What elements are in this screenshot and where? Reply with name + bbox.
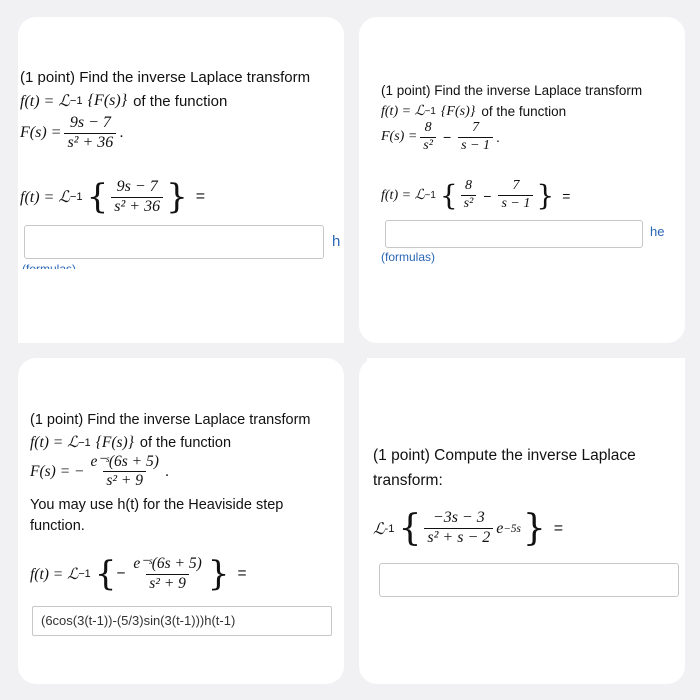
eq-fraction [424, 510, 493, 547]
formulas-link[interactable]: (formulas) [381, 250, 436, 264]
problem-intro: (1 point) Find the inverse Laplace transform [30, 412, 311, 428]
left-brace: { [398, 508, 422, 549]
eq-end: = [562, 187, 571, 204]
eq-fraction-2 [498, 179, 533, 211]
eq-end: = [195, 188, 206, 205]
left-brace: { [86, 177, 109, 217]
function-line [20, 115, 124, 152]
F-denominator: s² + 36 [64, 133, 116, 152]
problem-card-3 [18, 358, 344, 684]
problem-intro-1: (1 point) Compute the inverse Laplace [373, 447, 636, 464]
eq-numerator: 9s − 7 [116, 177, 158, 195]
F-lhs: F(s) = [20, 124, 62, 142]
eq-fraction [130, 556, 204, 592]
eq-lhs: f(t) = ℒ [20, 189, 70, 206]
right-brace: } [522, 508, 546, 549]
F-end: . [164, 462, 170, 480]
F-end: . [119, 124, 124, 142]
F-fraction-1 [420, 121, 436, 153]
eq-numerator-2: 7 [512, 178, 520, 194]
answer-input[interactable] [379, 563, 679, 597]
heaviside-note-2: function. [30, 518, 85, 534]
problem-card-1 [18, 17, 344, 343]
def-lhs: f(t) = ℒ [30, 434, 79, 451]
F-lhs: F(s) = − [30, 462, 85, 480]
eq-denominator: s² + 36 [111, 197, 163, 216]
def-tail: of the function [133, 92, 228, 110]
def-tail: of the function [481, 104, 567, 119]
F-numerator: 9s − 7 [69, 114, 111, 131]
answer-input[interactable]: (6cos(3(t-1))-(5/3)sin(3(t-1)))h(t-1) [32, 606, 332, 636]
eq-numerator: e⁻ˢ(6s + 5) [133, 555, 202, 573]
function-line [30, 454, 169, 490]
def-arg: {F(s)} [87, 92, 128, 109]
eq-fraction-1 [461, 179, 477, 211]
F-fraction [64, 115, 116, 152]
def-tail: of the function [139, 434, 232, 451]
equation-line: f(t) = ℒ −1 { $\frac{9s - 7}{\text{s² + 36}}$ } = [20, 177, 206, 217]
eq-L: ℒ [373, 520, 385, 538]
F-numerator-1: 8 [424, 120, 432, 135]
right-brace: } [207, 554, 230, 594]
F-numerator: e⁻ˢ(6s + 5) [90, 453, 159, 470]
F-denominator-2: s − 1 [458, 137, 493, 154]
def-lhs: f(t) = ℒ [381, 104, 425, 119]
answer-input[interactable] [24, 225, 324, 259]
card-footer [18, 269, 344, 343]
equation-line: f(t) = ℒ −1 { $\frac{8}{\text{s²}}$ − $\frac{7}{s - 1}$ } = [381, 178, 571, 212]
F-denominator: s² + 9 [103, 471, 146, 489]
help-link[interactable]: he [650, 224, 665, 239]
eq-minus: − [116, 565, 126, 582]
F-numerator-2: 7 [472, 120, 480, 135]
left-brace: { [94, 554, 117, 594]
eq-denominator: s² + 9 [146, 574, 189, 592]
heaviside-note-1: You may use h(t) for the Heaviside step [30, 497, 284, 513]
eq-denominator: s² + s − 2 [424, 528, 493, 547]
eq-denominator-2: s − 1 [498, 195, 533, 212]
eq-end: = [553, 519, 564, 537]
equation-line: f(t) = ℒ −1 { − $\frac{\text{e⁻ˢ(6s + 5)}}{\text{s² + 9}}$ } = [30, 554, 247, 594]
eq-numerator-1: 8 [464, 178, 472, 194]
def-arg: {F(s)} [95, 433, 134, 451]
help-link[interactable]: h [332, 233, 341, 250]
definition-line: f(t) = ℒ −1 {F(s)} of the function [381, 103, 567, 119]
function-line [381, 121, 500, 153]
problem-intro: (1 point) Find the inverse Laplace transform [381, 83, 643, 98]
right-brace: } [166, 177, 188, 217]
left-brace: { [439, 179, 458, 212]
right-brace: } [536, 179, 555, 212]
eq-denominator-1: s² [461, 195, 477, 212]
def-arg: {F(s)} [440, 103, 476, 119]
def-lhs: f(t) = ℒ [20, 93, 70, 110]
eq-fraction [111, 179, 163, 216]
definition-line: f(t) = ℒ −1 {F(s)} of the function [30, 433, 232, 451]
eq-minus: − [483, 187, 492, 204]
F-end: . [496, 129, 500, 146]
eq-lhs: f(t) = ℒ [381, 188, 425, 203]
F-denominator-1: s² [420, 137, 436, 154]
F-minus: − [442, 129, 452, 146]
problem-intro-2: transform: [373, 472, 443, 489]
eq-exp-base: e [496, 519, 504, 537]
problem-card-2 [359, 17, 685, 343]
F-fraction [88, 454, 162, 490]
eq-end: = [237, 565, 247, 582]
eq-numerator: −3s − 3 [432, 509, 485, 527]
eq-lhs: f(t) = ℒ [30, 565, 79, 583]
equation-line: ℒ -1 { $\frac{-3s - 3}{\text{s² + s − 2}}$ e −5s } = [373, 508, 564, 549]
problem-intro: (1 point) Find the inverse Laplace transform [20, 69, 311, 86]
definition-line: f(t) = ℒ −1 {F(s)} of the function [20, 92, 228, 110]
F-lhs: F(s) = [381, 129, 418, 145]
answer-input[interactable] [385, 220, 643, 248]
F-fraction-2 [458, 121, 493, 153]
problem-card-4 [359, 358, 685, 684]
